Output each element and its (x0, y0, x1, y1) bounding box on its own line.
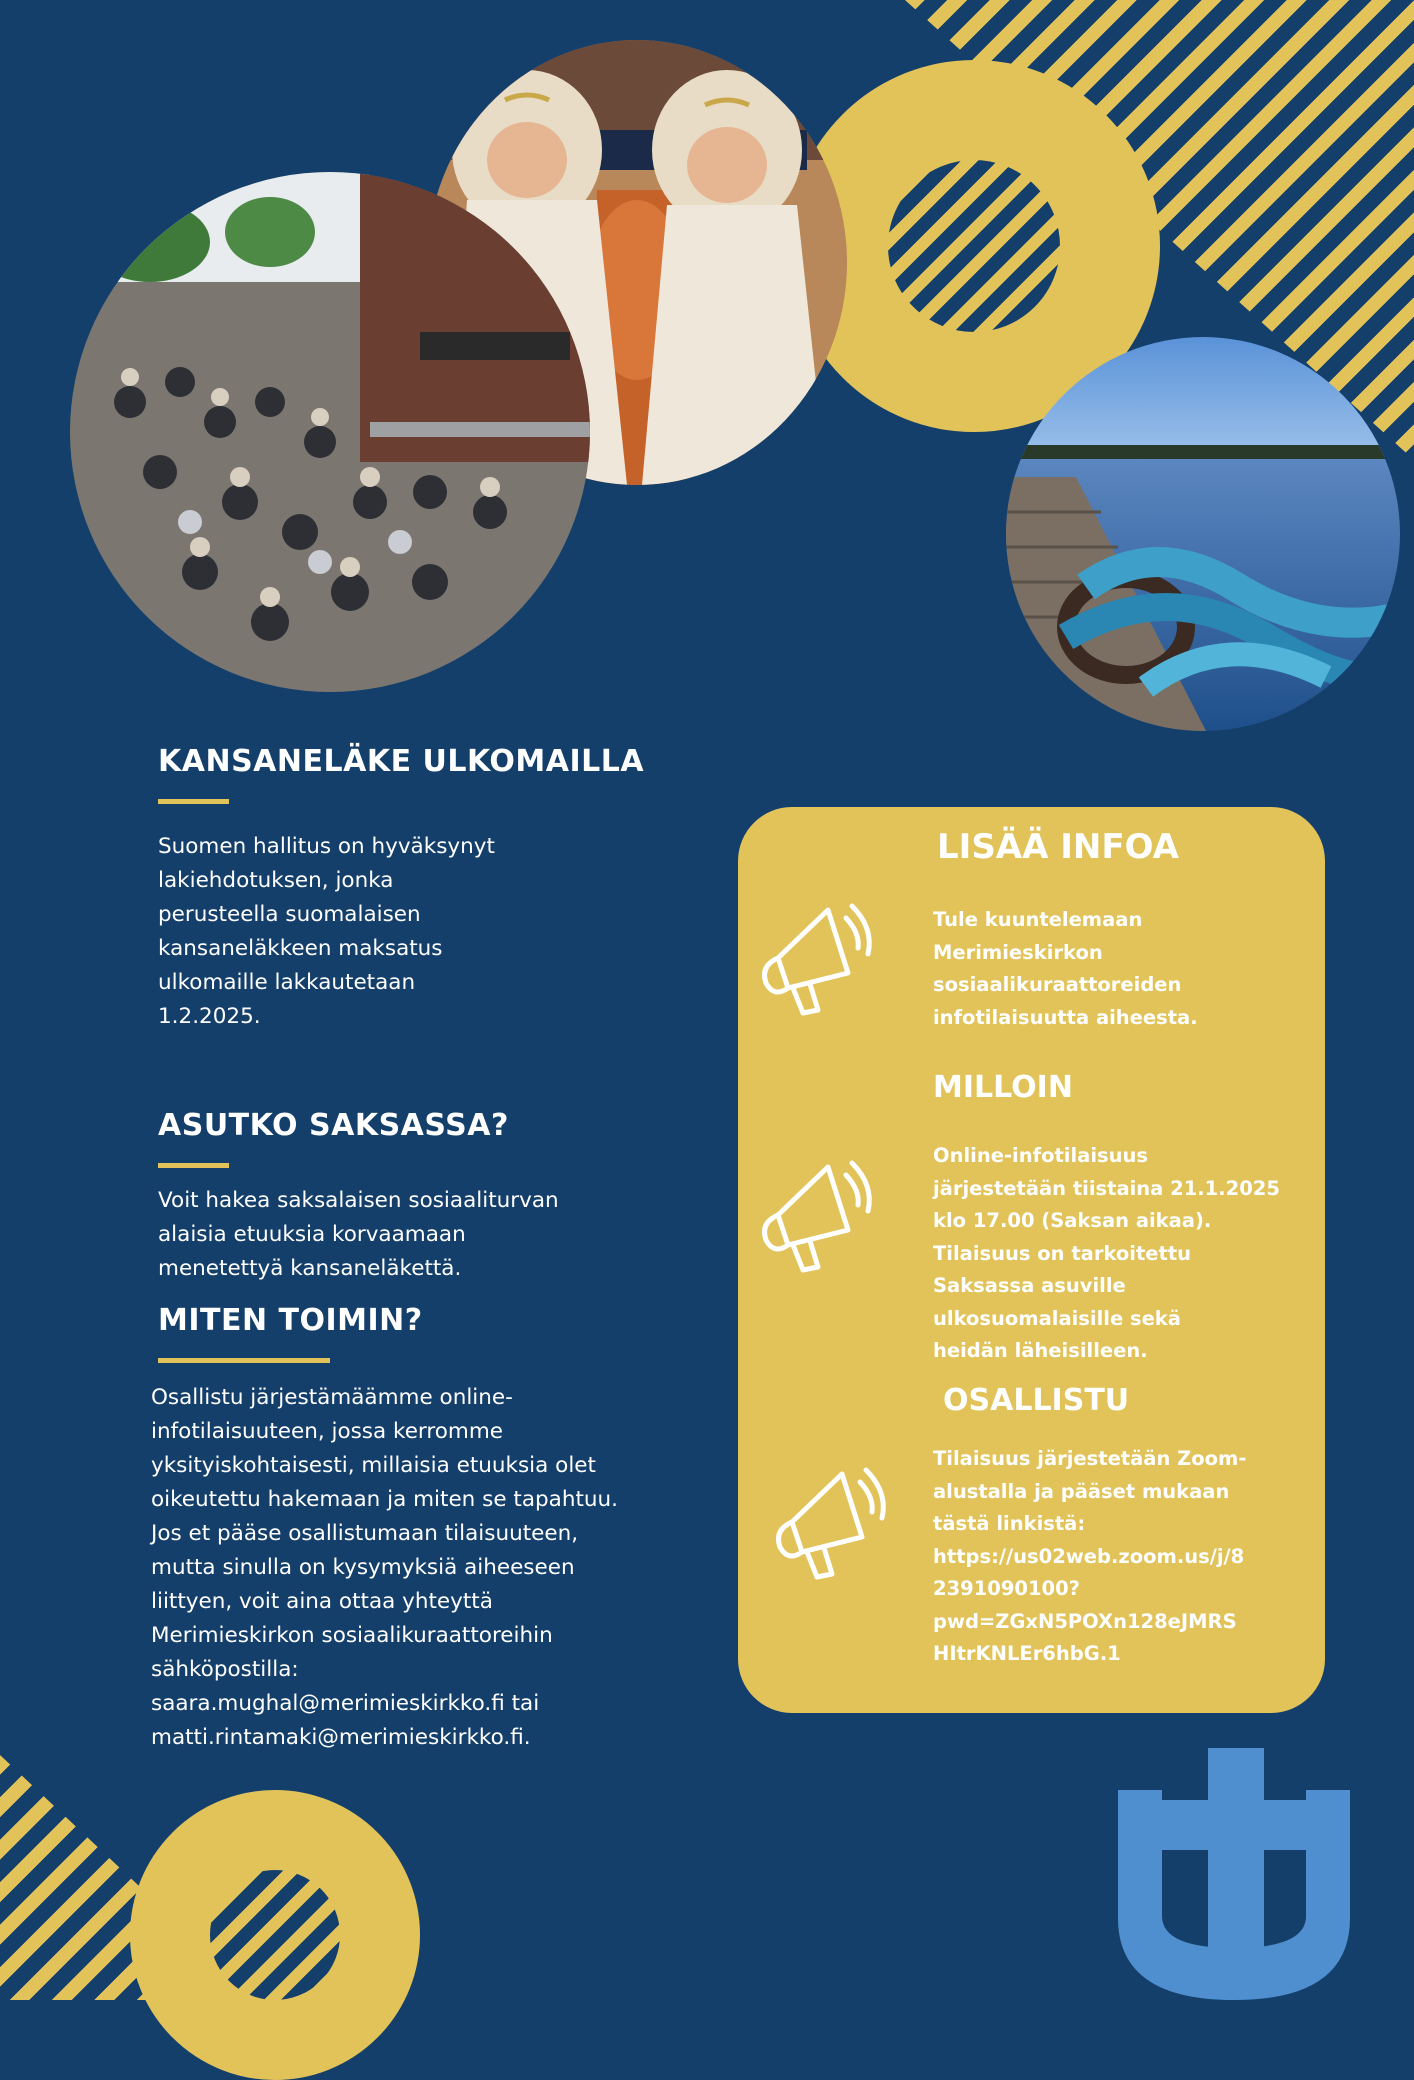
heading-underline (158, 1358, 330, 1363)
paragraph-living-in-germany: Voit hakea saksalaisen sosiaaliturvan alaisia etuuksia korvaamaan menetettyä kansaneläkettä. (158, 1188, 559, 1281)
card-intro-text: Tule kuuntelemaan Merimieskirkon sosiaalikuraattoreiden infotilaisuutta aiheesta. (933, 908, 1198, 1029)
crowd-gathering-photo (70, 172, 590, 692)
card-title: LISÄÄ INFOA (937, 827, 1179, 867)
zoom-link[interactable]: https://us02web.zoom.us/j/8 (933, 1544, 1245, 1568)
email-link-matti[interactable]: matti.rintamaki@merimieskirkko.fi. (151, 1725, 531, 1750)
megaphone-icon (748, 1145, 878, 1285)
paragraph-how-to-act: Osallistu järjestämäämme online- infotilaisuuteen, jossa kerromme yksityiskohtaisesti, millaisia etuuksia olet oikeutettu hakemaan ja miten se tapahtuu. Jos et pääse osallistumaan tilaisuuteen, mutta sinulla on kysymyksiä aiheeseen liittyen, voit aina ottaa yhteyttä Merimieskirkon sosiaalikuraattoreihin sähköpostilla: saara.mughal@merimieskirkko.fi tai matti.rintamaki@merimieskirkko.fi. (151, 1385, 618, 1750)
section-living-in-germany (158, 1108, 718, 1286)
heading-underline (158, 799, 229, 804)
megaphone-icon (748, 888, 878, 1028)
seamens-church-logo-icon (1118, 1748, 1350, 2000)
card-join-text: Tilaisuus järjestetään Zoom- alustalla ja pääset mukaan tästä linkistä: https://us02web.zoom.us/j/8 2391090100? pwd=ZGxN5POXn128eJMRS HItrKNLEr6hbG.1 (933, 1447, 1247, 1665)
section-how-to-act-heading (158, 1303, 718, 1363)
zoom-link-cont[interactable]: 2391090100? (933, 1577, 1080, 1600)
decorative-ring-bottom (130, 1790, 420, 2080)
zoom-link-cont[interactable]: pwd=ZGxN5POXn128eJMRS (933, 1609, 1237, 1633)
heading-how-to-act: MITEN TOIMIN? (158, 1303, 423, 1338)
card-when-heading: MILLOIN (933, 1070, 1073, 1105)
zoom-link-cont[interactable]: HItrKNLEr6hbG.1 (933, 1642, 1121, 1665)
card-when-text: Online-infotilaisuus järjestetään tiistaina 21.1.2025 klo 17.00 (Saksan aikaa). Tilaisuus on tarkoitettu Saksassa asuville ulkosuomalaisille sekä heidän läheisilleen. (933, 1144, 1280, 1362)
megaphone-icon (762, 1452, 892, 1592)
lake-pier-rope-photo (1006, 337, 1400, 731)
card-join-heading: OSALLISTU (943, 1383, 1130, 1418)
heading-underline (158, 1163, 229, 1168)
email-link-saara[interactable]: saara.mughal@merimieskirkko.fi tai (151, 1691, 540, 1716)
heading-pension-abroad: KANSANELÄKE ULKOMAILLA (158, 744, 645, 779)
heading-living-in-germany: ASUTKO SAKSASSA? (158, 1108, 509, 1143)
paragraph-pension-abroad: Suomen hallitus on hyväksynyt lakiehdotuksen, jonka perusteella suomalaisen kansaneläkkeen maksatus ulkomaille lakkautetaan 1.2.2025. (158, 834, 495, 1029)
section-pension-abroad (158, 744, 718, 1034)
